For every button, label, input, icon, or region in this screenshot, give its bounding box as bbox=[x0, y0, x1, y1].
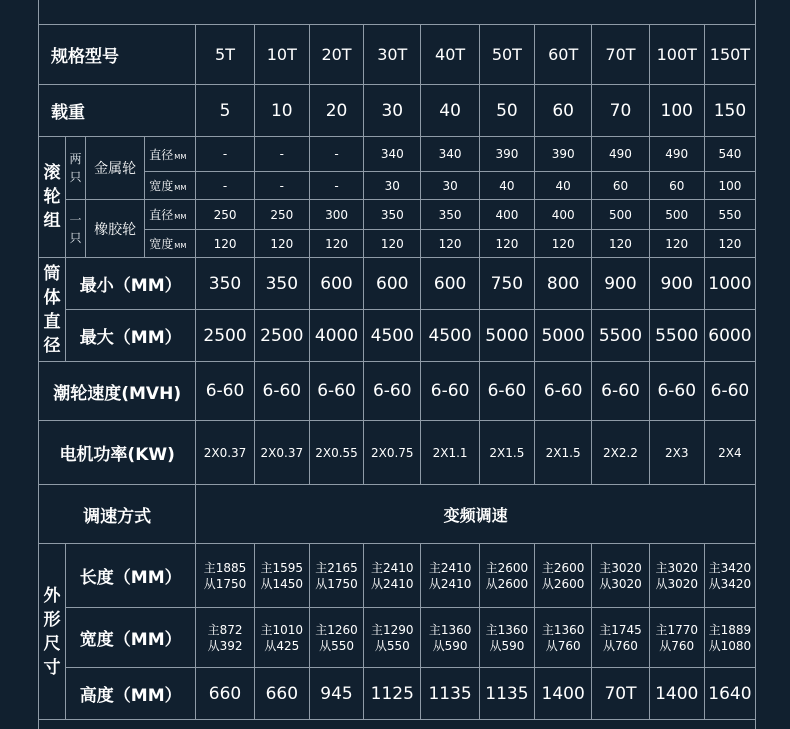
rubber-width-cell: 120 bbox=[309, 230, 363, 258]
diameter-text: 直径 bbox=[149, 208, 174, 222]
length-cell bbox=[479, 544, 534, 608]
main-value: 主1010 bbox=[260, 622, 304, 637]
speed-cell: 6-60 bbox=[649, 362, 704, 421]
rubber-diameter-cell: 500 bbox=[592, 200, 649, 230]
main-value: 主2165 bbox=[315, 560, 358, 575]
width-label: 宽度（MM） bbox=[66, 608, 196, 668]
main-value: 主1360 bbox=[541, 622, 585, 637]
rubber-width-cell: 120 bbox=[421, 230, 479, 258]
metal-diameter-cell: - bbox=[196, 137, 254, 172]
secondary-value: 从1750 bbox=[203, 576, 247, 591]
main-value: 主1885 bbox=[203, 560, 247, 575]
cylinder-max-cell: 4000 bbox=[309, 310, 363, 362]
speed-cell: 6-60 bbox=[196, 362, 254, 421]
model-cell: 5T bbox=[196, 25, 254, 85]
unit-text: MM bbox=[174, 242, 187, 250]
rubber-diameter-cell: 300 bbox=[309, 200, 363, 230]
cylinder-max-cell: 5500 bbox=[649, 310, 704, 362]
secondary-value: 从590 bbox=[489, 638, 525, 653]
cylinder-min-cell: 750 bbox=[479, 258, 534, 310]
rubber-width-cell: 120 bbox=[535, 230, 592, 258]
rubber-count-text: 一只 bbox=[69, 212, 82, 245]
width-cell bbox=[479, 608, 534, 668]
height-cell: 660 bbox=[196, 668, 254, 720]
metal-width-cell: 60 bbox=[649, 172, 704, 200]
metal-width-cell: 30 bbox=[364, 172, 421, 200]
cylinder-min-label: 最小（MM） bbox=[66, 258, 196, 310]
cylinder-max-cell: 5000 bbox=[479, 310, 534, 362]
height-cell: 1125 bbox=[364, 668, 421, 720]
metal-width-cell: 100 bbox=[704, 172, 755, 200]
width-text: 宽度 bbox=[149, 237, 174, 251]
metal-width-cell: 30 bbox=[421, 172, 479, 200]
main-value: 主1595 bbox=[260, 560, 304, 575]
rubber-wheel-label: 橡胶轮 bbox=[85, 200, 144, 258]
metal-count bbox=[66, 137, 86, 200]
secondary-value: 从3020 bbox=[599, 576, 642, 591]
width-cell bbox=[649, 608, 704, 668]
length-cell bbox=[309, 544, 363, 608]
width-cell bbox=[592, 608, 649, 668]
cylinder-min-cell: 350 bbox=[196, 258, 254, 310]
width-text: 宽度 bbox=[149, 179, 174, 193]
cylinder-max-cell: 6000 bbox=[704, 310, 755, 362]
secondary-value: 从2410 bbox=[428, 576, 472, 591]
secondary-value: 从3420 bbox=[708, 576, 752, 591]
dimensions-label bbox=[39, 544, 66, 720]
rubber-diameter-cell: 550 bbox=[704, 200, 755, 230]
load-row bbox=[39, 85, 756, 137]
motor-cell: 2X0.75 bbox=[364, 421, 421, 485]
main-value: 主2410 bbox=[428, 560, 472, 575]
metal-width-cell: - bbox=[254, 172, 309, 200]
cylinder-min-cell: 800 bbox=[535, 258, 592, 310]
secondary-value: 从392 bbox=[207, 638, 243, 653]
load-cell: 70 bbox=[592, 85, 649, 137]
height-cell: 945 bbox=[309, 668, 363, 720]
metal-diameter-cell: 540 bbox=[704, 137, 755, 172]
model-cell: 10T bbox=[254, 25, 309, 85]
width-cell bbox=[309, 608, 363, 668]
motor-cell: 2X3 bbox=[649, 421, 704, 485]
speed-control-value: 变频调速 bbox=[196, 485, 756, 544]
main-value: 主3020 bbox=[655, 560, 698, 575]
cylinder-min-cell: 1000 bbox=[704, 258, 755, 310]
diameter-text: 直径 bbox=[149, 147, 174, 162]
rubber-width-cell: 120 bbox=[364, 230, 421, 258]
load-cell: 100 bbox=[649, 85, 704, 137]
main-value: 主1260 bbox=[315, 622, 358, 637]
width-cell bbox=[421, 608, 479, 668]
secondary-value: 从2600 bbox=[541, 576, 585, 591]
speed-cell: 6-60 bbox=[254, 362, 309, 421]
load-cell: 60 bbox=[535, 85, 592, 137]
height-cell: 1640 bbox=[704, 668, 755, 720]
rubber-width-row bbox=[39, 230, 756, 258]
length-cell bbox=[649, 544, 704, 608]
metal-width-cell: 40 bbox=[535, 172, 592, 200]
secondary-value: 从1750 bbox=[315, 576, 358, 591]
roller-group-label bbox=[39, 137, 66, 258]
cylinder-min-cell: 600 bbox=[309, 258, 363, 310]
cylinder-min-cell: 600 bbox=[364, 258, 421, 310]
roller-group-text: 滚轮组 bbox=[43, 163, 61, 231]
length-cell bbox=[421, 544, 479, 608]
model-cell: 100T bbox=[649, 25, 704, 85]
secondary-value: 从3020 bbox=[655, 576, 698, 591]
cylinder-min-cell: 900 bbox=[649, 258, 704, 310]
motor-row bbox=[39, 421, 756, 485]
speed-control-label: 调速方式 bbox=[39, 485, 196, 544]
secondary-value: 从760 bbox=[545, 638, 581, 653]
metal-diameter-cell: 390 bbox=[479, 137, 534, 172]
rubber-width-cell: 120 bbox=[254, 230, 309, 258]
metal-width-cell: - bbox=[196, 172, 254, 200]
main-value: 主2600 bbox=[485, 560, 529, 575]
length-cell bbox=[535, 544, 592, 608]
metal-wheel-label: 金属轮 bbox=[85, 137, 144, 200]
rubber-diameter-cell: 350 bbox=[364, 200, 421, 230]
motor-cell: 2X1.5 bbox=[479, 421, 534, 485]
metal-width-cell: 60 bbox=[592, 172, 649, 200]
model-cell: 50T bbox=[479, 25, 534, 85]
unit-text: MM bbox=[174, 184, 187, 192]
metal-width-label bbox=[145, 172, 196, 200]
height-row bbox=[39, 668, 756, 720]
model-cell: 70T bbox=[592, 25, 649, 85]
motor-cell: 2X4 bbox=[704, 421, 755, 485]
metal-count-text: 两只 bbox=[69, 152, 82, 184]
cylinder-min-cell: 600 bbox=[421, 258, 479, 310]
height-cell: 1400 bbox=[535, 668, 592, 720]
cylinder-diameter-text: 筒体直径 bbox=[43, 263, 61, 356]
motor-cell: 2X1.1 bbox=[421, 421, 479, 485]
secondary-value: 从760 bbox=[603, 638, 638, 653]
metal-diameter-cell: 390 bbox=[535, 137, 592, 172]
spec-table bbox=[38, 24, 756, 720]
motor-cell: 2X0.37 bbox=[254, 421, 309, 485]
metal-diameter-cell: - bbox=[309, 137, 363, 172]
secondary-value: 从550 bbox=[374, 638, 410, 653]
rubber-diameter-cell: 250 bbox=[254, 200, 309, 230]
width-cell bbox=[254, 608, 309, 668]
motor-cell: 2X0.37 bbox=[196, 421, 254, 485]
height-cell: 1135 bbox=[479, 668, 534, 720]
cylinder-max-row bbox=[39, 310, 756, 362]
metal-width-row bbox=[39, 172, 756, 200]
height-cell: 1135 bbox=[421, 668, 479, 720]
metal-diameter-cell: - bbox=[254, 137, 309, 172]
motor-label: 电机功率(KW) bbox=[39, 421, 196, 485]
rubber-width-cell: 120 bbox=[704, 230, 755, 258]
rubber-diameter-cell: 250 bbox=[196, 200, 254, 230]
length-row bbox=[39, 544, 756, 608]
length-cell bbox=[364, 544, 421, 608]
metal-diameter-cell: 490 bbox=[649, 137, 704, 172]
width-cell bbox=[364, 608, 421, 668]
model-cell: 60T bbox=[535, 25, 592, 85]
metal-diameter-cell: 340 bbox=[364, 137, 421, 172]
speed-cell: 6-60 bbox=[309, 362, 363, 421]
cylinder-max-cell: 5000 bbox=[535, 310, 592, 362]
main-value: 主1889 bbox=[708, 622, 752, 637]
speed-cell: 6-60 bbox=[535, 362, 592, 421]
width-cell bbox=[196, 608, 254, 668]
width-row bbox=[39, 608, 756, 668]
length-cell bbox=[254, 544, 309, 608]
speed-control-row bbox=[39, 485, 756, 544]
load-cell: 50 bbox=[479, 85, 534, 137]
length-cell bbox=[704, 544, 755, 608]
main-value: 主1360 bbox=[485, 622, 529, 637]
speed-label: 潮轮速度(MVH) bbox=[39, 362, 196, 421]
rubber-count bbox=[66, 200, 86, 258]
rubber-diameter-row bbox=[39, 200, 756, 230]
load-cell: 20 bbox=[309, 85, 363, 137]
height-cell: 1400 bbox=[649, 668, 704, 720]
metal-diameter-cell: 490 bbox=[592, 137, 649, 172]
length-label: 长度（MM） bbox=[66, 544, 196, 608]
metal-diameter-cell: 340 bbox=[421, 137, 479, 172]
rubber-width-label bbox=[145, 230, 196, 258]
motor-cell: 2X2.2 bbox=[592, 421, 649, 485]
load-cell: 40 bbox=[421, 85, 479, 137]
speed-cell: 6-60 bbox=[421, 362, 479, 421]
secondary-value: 从425 bbox=[264, 638, 300, 653]
cylinder-min-row bbox=[39, 258, 756, 310]
cylinder-max-cell: 2500 bbox=[254, 310, 309, 362]
model-label: 规格型号 bbox=[39, 25, 196, 85]
load-cell: 30 bbox=[364, 85, 421, 137]
main-value: 主1745 bbox=[599, 622, 642, 637]
motor-cell: 2X0.55 bbox=[309, 421, 363, 485]
speed-cell: 6-60 bbox=[704, 362, 755, 421]
rubber-diameter-cell: 400 bbox=[479, 200, 534, 230]
secondary-value: 从550 bbox=[319, 638, 354, 653]
secondary-value: 从2410 bbox=[370, 576, 414, 591]
secondary-value: 从760 bbox=[659, 638, 695, 653]
load-cell: 150 bbox=[704, 85, 755, 137]
load-cell: 10 bbox=[254, 85, 309, 137]
main-value: 主3420 bbox=[708, 560, 752, 575]
secondary-value: 从1080 bbox=[708, 638, 752, 653]
secondary-value: 从590 bbox=[432, 638, 468, 653]
metal-diameter-row bbox=[39, 137, 756, 172]
speed-cell: 6-60 bbox=[364, 362, 421, 421]
model-row bbox=[39, 25, 756, 85]
metal-width-cell: 40 bbox=[479, 172, 534, 200]
dimensions-text: 外形尺寸 bbox=[43, 585, 61, 678]
cylinder-max-label: 最大（MM） bbox=[66, 310, 196, 362]
metal-width-cell: - bbox=[309, 172, 363, 200]
cylinder-diameter-label bbox=[39, 258, 66, 362]
main-value: 主3020 bbox=[599, 560, 642, 575]
width-cell bbox=[535, 608, 592, 668]
cylinder-max-cell: 4500 bbox=[364, 310, 421, 362]
main-value: 主872 bbox=[207, 622, 243, 637]
speed-cell: 6-60 bbox=[592, 362, 649, 421]
rubber-width-cell: 120 bbox=[479, 230, 534, 258]
height-cell: 70T bbox=[592, 668, 649, 720]
cylinder-max-cell: 2500 bbox=[196, 310, 254, 362]
rubber-width-cell: 120 bbox=[196, 230, 254, 258]
main-value: 主1360 bbox=[428, 622, 472, 637]
rubber-diameter-label bbox=[145, 200, 196, 230]
unit-text: MM bbox=[174, 213, 187, 221]
length-cell bbox=[592, 544, 649, 608]
main-value: 主2410 bbox=[370, 560, 414, 575]
length-cell bbox=[196, 544, 254, 608]
motor-cell: 2X1.5 bbox=[535, 421, 592, 485]
rubber-diameter-cell: 350 bbox=[421, 200, 479, 230]
rubber-width-cell: 120 bbox=[592, 230, 649, 258]
rubber-width-cell: 120 bbox=[649, 230, 704, 258]
rubber-diameter-cell: 400 bbox=[535, 200, 592, 230]
main-value: 主1290 bbox=[370, 622, 414, 637]
width-cell bbox=[704, 608, 755, 668]
speed-row bbox=[39, 362, 756, 421]
model-cell: 150T bbox=[704, 25, 755, 85]
main-value: 主1770 bbox=[655, 622, 698, 637]
cylinder-max-cell: 5500 bbox=[592, 310, 649, 362]
rubber-diameter-cell: 500 bbox=[649, 200, 704, 230]
height-cell: 660 bbox=[254, 668, 309, 720]
secondary-value: 从2600 bbox=[485, 576, 529, 591]
model-cell: 30T bbox=[364, 25, 421, 85]
model-cell: 20T bbox=[309, 25, 363, 85]
cylinder-min-cell: 350 bbox=[254, 258, 309, 310]
unit-text: MM bbox=[174, 152, 187, 161]
cylinder-max-cell: 4500 bbox=[421, 310, 479, 362]
cylinder-min-cell: 900 bbox=[592, 258, 649, 310]
main-value: 主2600 bbox=[541, 560, 585, 575]
load-cell: 5 bbox=[196, 85, 254, 137]
secondary-value: 从1450 bbox=[260, 576, 304, 591]
speed-cell: 6-60 bbox=[479, 362, 534, 421]
load-label: 载重 bbox=[39, 85, 196, 137]
height-label: 高度（MM） bbox=[66, 668, 196, 720]
model-cell: 40T bbox=[421, 25, 479, 85]
metal-diameter-label bbox=[145, 137, 196, 172]
